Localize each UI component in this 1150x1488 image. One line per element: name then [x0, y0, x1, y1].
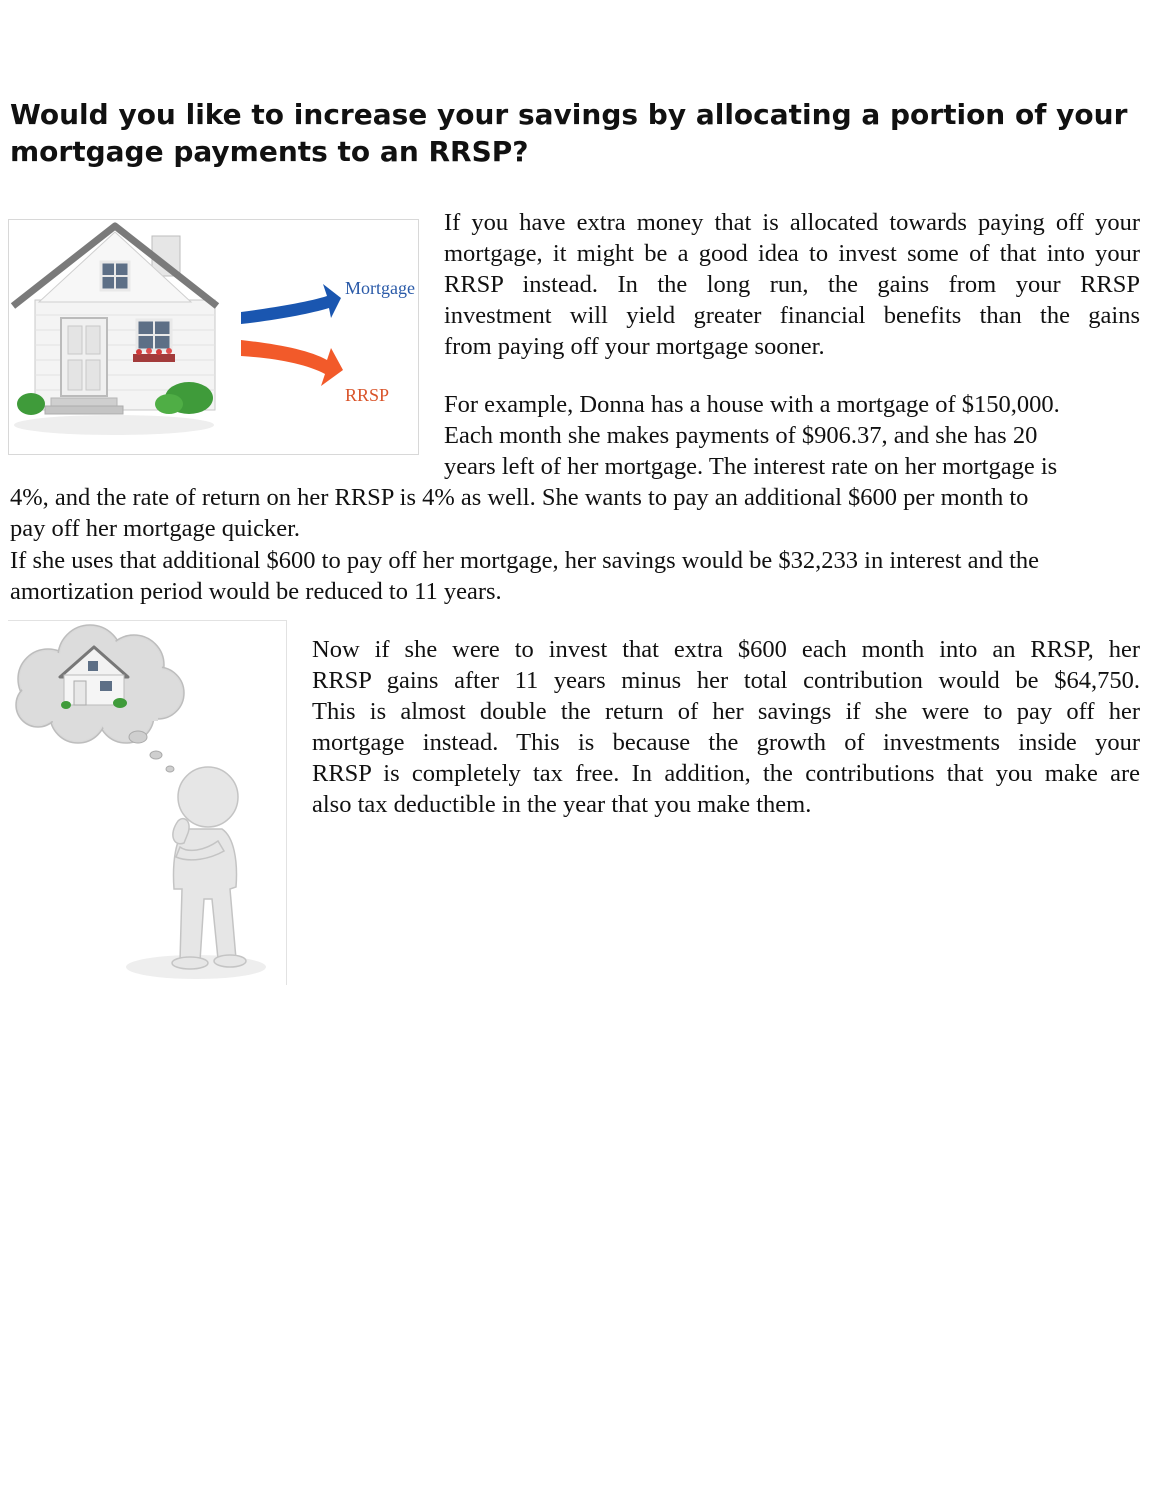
example-paragraph: [10, 389, 1140, 544]
intro-paragraph: [444, 207, 1140, 362]
text-line: years left of her mortgage. The interest rate on her mortgage is: [444, 453, 1058, 480]
text-line: pay off her mortgage quicker.: [10, 515, 301, 542]
text-line: Each month she makes payments of $906.37, and she has 20: [444, 422, 1038, 449]
text-line: For example, Donna has a house with a mortgage of $150,000.: [444, 391, 1060, 418]
text-line: amortization period would be reduced to 11 years.: [10, 578, 502, 605]
rrsp-label: RRSP: [345, 385, 390, 405]
text-line: Now if she were to invest that extra $600 each month into an RRSP, her: [312, 636, 1140, 663]
text-line: investment will yield greater financial benefits than the gains: [444, 302, 1140, 329]
text-line: This is almost double the return of her savings if she were to pay off her: [312, 698, 1140, 725]
text-line: from paying off your mortgage sooner.: [444, 333, 825, 360]
thinking-person-illustration: [8, 620, 287, 985]
text-line: 4%, and the rate of return on her RRSP is 4% as well. She wants to pay an additional $600 per month to: [10, 484, 1029, 511]
text-line: also tax deductible in the year that you make them.: [312, 791, 812, 818]
rrsp-comparison-paragraph: [312, 634, 1140, 820]
text-line: RRSP is completely tax free. In addition, the contributions that you make are: [312, 760, 1140, 787]
text-line: mortgage, it might be a good idea to invest some of that into your: [444, 240, 1140, 267]
text-line: If you have extra money that is allocated towards paying off your: [444, 209, 1140, 236]
text-line: RRSP gains after 11 years minus her total contribution would be $64,750.: [312, 667, 1140, 694]
text-line: RRSP instead. In the long run, the gains from your RRSP: [444, 271, 1140, 298]
page-title: Would you like to increase your savings by allocating a portion of your mortgage payments to an RRSP?: [10, 98, 1128, 168]
text-line: mortgage instead. This is because the growth of investments inside your: [312, 729, 1140, 756]
savings-paragraph: [10, 545, 1140, 607]
text-line: If she uses that additional $600 to pay off her mortgage, her savings would be $32,233 in interest and the: [10, 547, 1039, 574]
mortgage-label: Mortgage: [345, 278, 415, 298]
